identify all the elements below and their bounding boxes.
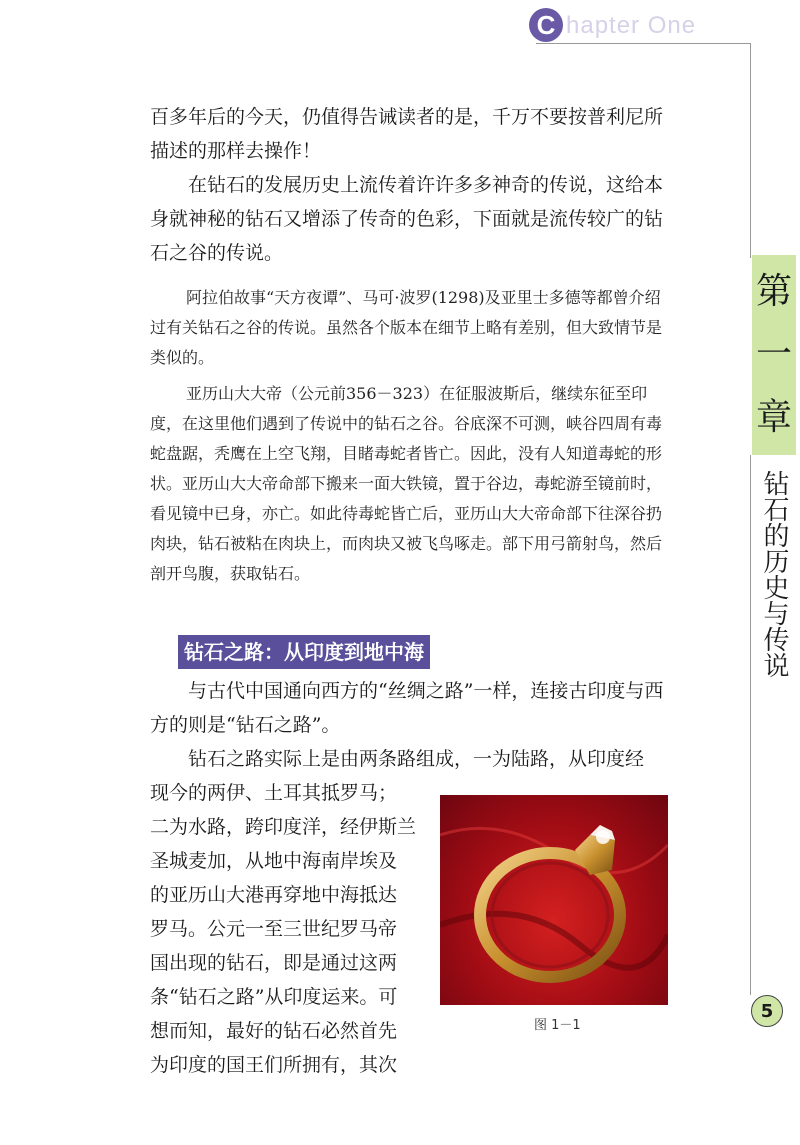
section-wrapped-text <box>150 776 440 1082</box>
wrapped-line-7: 条“钻石之路”从印度运来。可 <box>150 986 398 1008</box>
intro-paragraph-2: 在钻石的发展历史上流传着许许多多神奇的传说，这给本身就神秘的钻石又增添了传奇的色彩，下面就是流传较广的钻石之谷的传说。 <box>150 174 664 264</box>
wrapped-line-1: 现今的两伊、土耳其抵罗马； <box>150 782 398 804</box>
ring-illustration <box>440 795 668 1005</box>
wrapped-line-3: 圣城麦加，从地中海南岸埃及 <box>150 850 398 872</box>
chapter-char-2: 一 <box>755 333 792 375</box>
wrapped-line-6: 国出现的钻石，即是通过这两 <box>150 952 398 974</box>
chapter-badge-icon: C <box>529 8 563 42</box>
wrapped-line-9: 为印度的国王们所拥有，其次 <box>150 1054 398 1076</box>
figure-caption: 图 1－1 <box>534 1018 581 1033</box>
story-paragraph-2: 亚历山大大帝（公元前356－323）在征服波斯后，继续东征至印度，在这里他们遇到了传说中的钻石之谷。谷底深不可测，峡谷四周有毒蛇盘踞，秃鹰在上空飞翔，目睹毒蛇者皆亡。因此，没有人知道毒蛇的形状。亚历山大大帝命部下搬来一面大铁镜，置于谷边，毒蛇游至镜前时，看见镜中已身，亦亡。如此待毒蛇皆亡后，亚历山大大帝命部下往深谷扔肉块，钻石被粘在肉块上，而肉块又被飞鸟啄走。部下用弓箭射鸟，然后剖开鸟腹，获取钻石。 <box>150 384 663 583</box>
section-paragraph-1: 与古代中国通向西方的“丝绸之路”一样，连接古印度与西方的则是“钻石之路”。 <box>150 680 664 736</box>
ring-photo <box>440 795 668 1005</box>
side-divider-bottom <box>750 455 751 995</box>
wrapped-line-5: 罗马。公元一至三世纪罗马帝 <box>150 918 398 940</box>
running-title: hapter One <box>566 12 697 39</box>
intro-text <box>150 100 670 270</box>
wrapped-line-4: 的亚历山大港再穿地中海抵达 <box>150 884 398 906</box>
chapter-char-3: 章 <box>755 396 792 438</box>
legend-story <box>150 283 670 589</box>
intro-paragraph-1: 百多年后的今天，仍值得告诫读者的是，千万不要按普利尼所描述的那样去操作！ <box>150 106 664 162</box>
wrapped-line-8: 想而知，最好的钻石必然首先 <box>150 1020 398 1042</box>
page-number: 5 <box>751 995 783 1027</box>
section-heading: 钻石之路：从印度到地中海 <box>178 635 430 669</box>
side-divider-top <box>750 43 751 258</box>
chapter-char-1: 第 <box>755 271 792 313</box>
chapter-tab <box>752 255 796 455</box>
section-paragraph-2-start: 钻石之路实际上是由两条路组成，一为陆路，从印度经 <box>188 748 645 770</box>
header-divider <box>536 43 751 44</box>
section-text <box>150 674 670 776</box>
story-paragraph-1: 阿拉伯故事“天方夜谭”、马可·波罗(1298)及亚里士多德等都曾介绍过有关钻石之谷的传说。虽然各个版本在细节上略有差别，但大致情节是类似的。 <box>150 288 663 367</box>
wrapped-line-2: 二为水路，跨印度洋，经伊斯兰 <box>150 816 417 838</box>
chapter-title: 钻石的历史与传说 <box>759 470 789 678</box>
